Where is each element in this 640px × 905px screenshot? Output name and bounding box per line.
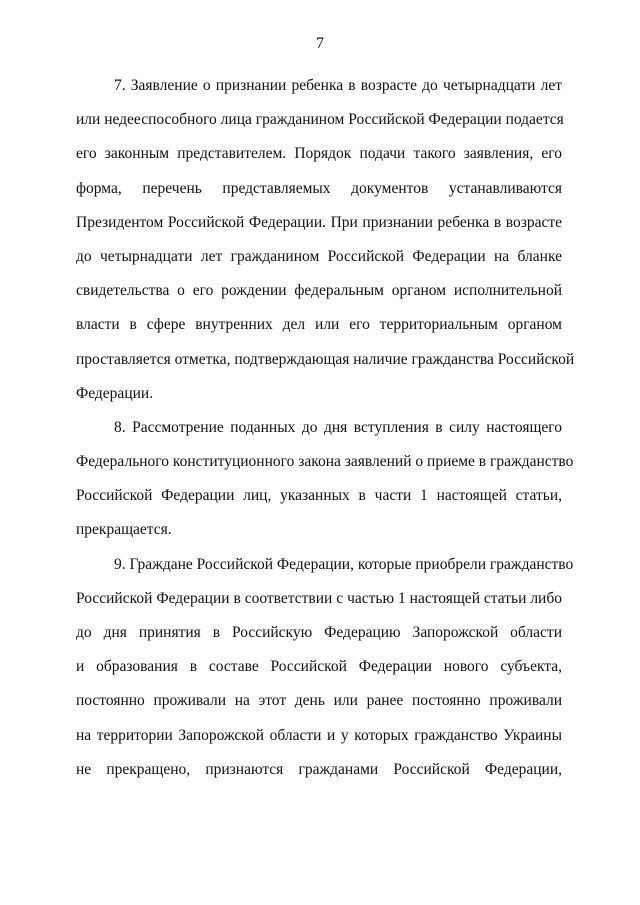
page-number: 7 [316, 35, 324, 52]
document-body [76, 69, 575, 787]
text-line: до дня принятия в Российскую Федерацию Запорожской области [76, 624, 562, 641]
text-line: постоянно проживали на этот день или ранее постоянно проживали [76, 692, 562, 710]
text-line: не прекращено, признаются гражданами Российской Федерации, [76, 760, 562, 778]
text-line: прекращается. [76, 521, 172, 539]
text-line: Федерации. [76, 384, 154, 402]
text-line: 7. Заявление о признании ребенка в возрасте до четырнадцати лет [114, 77, 562, 94]
text-line: Президентом Российской Федерации. При признании ребенка в возрасте [76, 213, 562, 231]
text-line: форма, перечень представляемых документов устанавливаются [76, 179, 562, 197]
text-line: Российской Федерации лиц, указанных в части 1 настоящей статьи, [76, 487, 562, 505]
paragraph-9 [76, 548, 574, 787]
text-line: проставляется отметка, подтверждающая наличие гражданства Российской [76, 350, 575, 368]
text-line: на территории Запорожской области и у которых гражданство Украины [76, 726, 562, 744]
text-line: 9. Граждане Российской Федерации, которые приобрели гражданство [114, 555, 574, 573]
text-line: его законным представителем. Порядок подачи такого заявления, его [76, 145, 562, 163]
text-line: 8. Рассмотрение поданных до дня вступления в силу настоящего [114, 418, 562, 436]
text-line: Российской Федерации в соответствии с частью 1 настоящей статьи либо [76, 589, 562, 607]
text-line: Федерального конституционного закона заявлений о приеме в гражданство [76, 453, 574, 471]
text-line: свидетельства о его рождении федеральным органом исполнительной [76, 282, 562, 300]
text-line: власти в сфере внутренних дел или его территориальным органом [76, 316, 562, 334]
text-line: и образования в составе Российской Федерации нового субъекта, [76, 658, 562, 676]
text-line: или недееспособного лица гражданином Российской Федерации подается [76, 111, 564, 129]
paragraph-7 [76, 69, 575, 411]
paragraph-8 [76, 411, 574, 548]
text-line: до четырнадцати лет гражданином Российской Федерации на бланке [76, 247, 562, 265]
